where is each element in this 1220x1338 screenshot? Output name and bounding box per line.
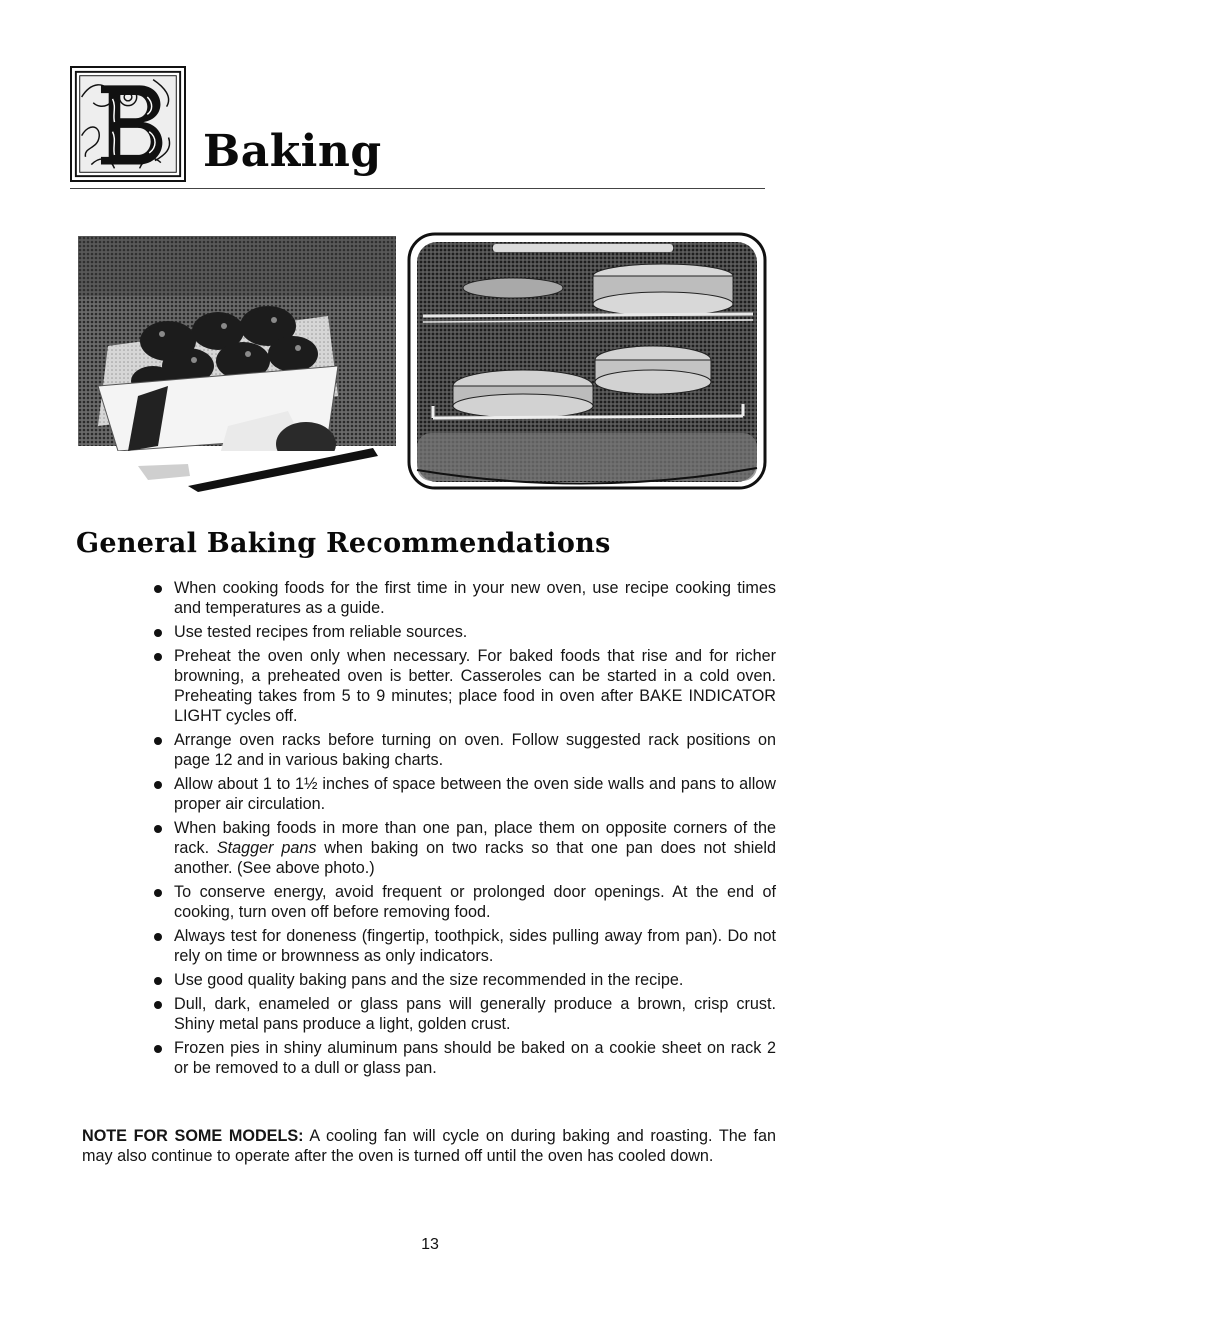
list-item bbox=[152, 646, 776, 726]
list-item-text: To conserve energy, avoid frequent or prolonged door openings. At the end of cooking, turn oven off before removing food. bbox=[174, 883, 776, 921]
chapter-title: Baking bbox=[203, 126, 382, 177]
list-item bbox=[152, 578, 776, 618]
bullet-icon bbox=[154, 889, 162, 897]
muffins-in-basket-photo bbox=[78, 236, 396, 492]
list-item bbox=[152, 970, 776, 990]
decorative-letter-b-logo bbox=[70, 66, 186, 182]
list-item bbox=[152, 730, 776, 770]
section-heading: General Baking Recommendations bbox=[76, 528, 611, 559]
list-item bbox=[152, 926, 776, 966]
list-item-text: When cooking foods for the first time in your new oven, use recipe cooking times and temperatures as a guide. bbox=[174, 579, 776, 617]
bullet-icon bbox=[154, 1045, 162, 1053]
bullet-icon bbox=[154, 737, 162, 745]
oven-interior-photo bbox=[403, 228, 771, 494]
bullet-icon bbox=[154, 629, 162, 637]
list-item-text-before: When baking foods in more than one pan, place them on opposite corners of the rack. bbox=[174, 819, 776, 857]
list-item-text: Frozen pies in shiny aluminum pans should be baked on a cookie sheet on rack 2 or be removed to a dull or glass pan. bbox=[174, 1039, 776, 1077]
list-item-text-after: when baking on two racks so that one pan does not shield another. (See above photo.) bbox=[174, 839, 777, 877]
list-item-text: Dull, dark, enameled or glass pans will generally produce a brown, crisp crust. Shiny metal pans produce a light, golden crust. bbox=[174, 995, 776, 1033]
list-item bbox=[152, 1038, 776, 1078]
bullet-icon bbox=[154, 825, 162, 833]
bullet-icon bbox=[154, 653, 162, 661]
bullet-icon bbox=[154, 933, 162, 941]
list-item bbox=[152, 994, 776, 1034]
list-item-text: Use good quality baking pans and the size recommended in the recipe. bbox=[174, 971, 684, 989]
recommendations-list bbox=[152, 578, 776, 1082]
page-number: 13 bbox=[421, 1236, 439, 1253]
note-text: A cooling fan will cycle on during baking and roasting. The fan may also continue to operate after the oven is turned off until the oven has cooled down. bbox=[82, 1127, 777, 1165]
note-paragraph bbox=[82, 1126, 776, 1166]
list-item bbox=[152, 882, 776, 922]
bullet-icon bbox=[154, 1001, 162, 1009]
header-divider bbox=[70, 188, 765, 189]
list-item-text: Arrange oven racks before turning on oven. Follow suggested rack positions on page 12 and in various baking charts. bbox=[174, 731, 776, 769]
bullet-icon bbox=[154, 977, 162, 985]
bullet-icon bbox=[154, 781, 162, 789]
list-item-text: Allow about 1 to 1½ inches of space between the oven side walls and pans to allow proper air circulation. bbox=[174, 775, 776, 813]
list-item-text: Use tested recipes from reliable sources. bbox=[174, 623, 468, 641]
list-item-emphasis: Stagger pans bbox=[216, 839, 317, 857]
note-label: NOTE FOR SOME MODELS: bbox=[82, 1127, 304, 1145]
list-item bbox=[152, 818, 776, 878]
list-item-text: Preheat the oven only when necessary. For baked foods that rise and for richer browning, a preheated oven is better. Casseroles can be started in a cold oven. Preheating takes from 5 to 9 minutes; place food in oven after BAKE INDICATOR LIGHT cycles off. bbox=[174, 647, 776, 725]
bullet-icon bbox=[154, 585, 162, 593]
list-item bbox=[152, 774, 776, 814]
list-item-text: Always test for doneness (fingertip, toothpick, sides pulling away from pan). Do not rely on time or brownness as only indicators. bbox=[174, 927, 776, 965]
list-item bbox=[152, 622, 776, 642]
